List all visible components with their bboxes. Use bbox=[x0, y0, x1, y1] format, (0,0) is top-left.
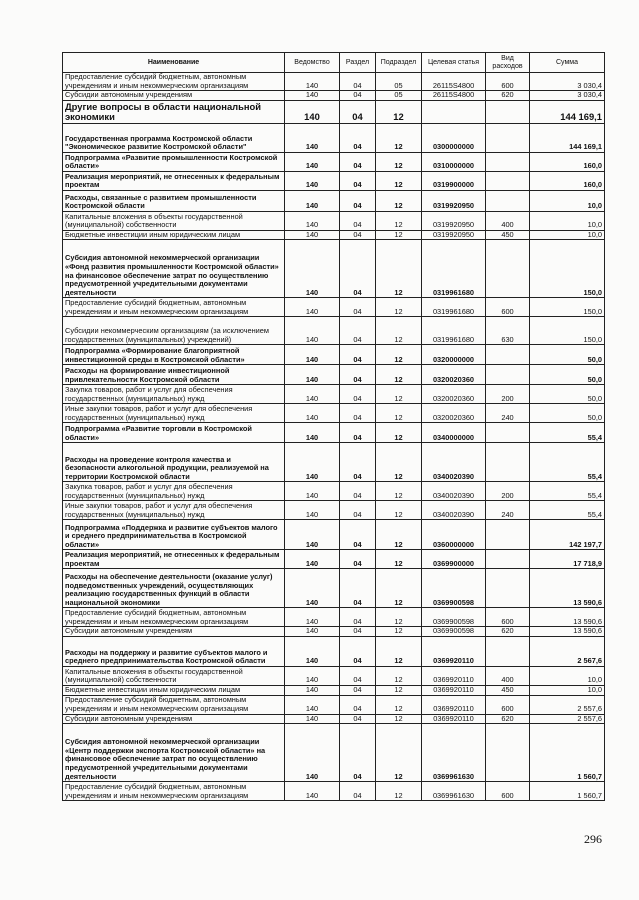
cell-razdel: 04 bbox=[340, 443, 376, 482]
cell-name: Государственная программа Костромской области "Экономическое развитие Костромской области" bbox=[63, 123, 285, 152]
table-row bbox=[63, 123, 605, 152]
cell-vid: 600 bbox=[486, 298, 530, 317]
cell-cst: 0319920950 bbox=[422, 230, 486, 240]
cell-cst: 0319920950 bbox=[422, 190, 486, 211]
cell-podrazdel: 12 bbox=[376, 240, 422, 298]
cell-summa: 10,0 bbox=[530, 666, 605, 685]
cell-summa: 150,0 bbox=[530, 317, 605, 345]
cell-cst: 0369920110 bbox=[422, 685, 486, 695]
cell-razdel: 04 bbox=[340, 666, 376, 685]
cell-summa: 2 557,6 bbox=[530, 714, 605, 724]
cell-razdel: 04 bbox=[340, 240, 376, 298]
cell-cst: 0320020360 bbox=[422, 404, 486, 423]
cell-cst: 0319900000 bbox=[422, 171, 486, 190]
table-row bbox=[63, 501, 605, 520]
cell-vid: 600 bbox=[486, 608, 530, 627]
cell-vedomstvo: 140 bbox=[285, 636, 340, 666]
cell-podrazdel: 12 bbox=[376, 423, 422, 443]
cell-vid: 600 bbox=[486, 695, 530, 714]
cell-cst: 0369961630 bbox=[422, 782, 486, 801]
cell-vedomstvo: 140 bbox=[285, 171, 340, 190]
cell-summa: 142 197,7 bbox=[530, 520, 605, 550]
cell-razdel: 04 bbox=[340, 482, 376, 501]
cell-cst: 0340020390 bbox=[422, 482, 486, 501]
cell-vid bbox=[486, 443, 530, 482]
cell-vedomstvo: 140 bbox=[285, 520, 340, 550]
cell-vid bbox=[486, 190, 530, 211]
cell-name: Подпрограмма «Формирование благоприятной инвестиционной среды в Костромской области» bbox=[63, 345, 285, 365]
cell-podrazdel: 12 bbox=[376, 782, 422, 801]
cell-podrazdel: 12 bbox=[376, 443, 422, 482]
cell-vedomstvo: 140 bbox=[285, 724, 340, 782]
table-row bbox=[63, 190, 605, 211]
cell-summa: 55,4 bbox=[530, 501, 605, 520]
cell-vid bbox=[486, 240, 530, 298]
table-row bbox=[63, 666, 605, 685]
cell-vid: 200 bbox=[486, 482, 530, 501]
cell-summa: 1 560,7 bbox=[530, 782, 605, 801]
cell-podrazdel: 05 bbox=[376, 73, 422, 91]
cell-cst: 0369961630 bbox=[422, 724, 486, 782]
cell-razdel: 04 bbox=[340, 190, 376, 211]
table-row bbox=[63, 685, 605, 695]
cell-name: Подпрограмма «Поддержка и развитие субъектов малого и среднего предпринимательства в Костромской области» bbox=[63, 520, 285, 550]
cell-summa: 3 030,4 bbox=[530, 91, 605, 101]
cell-vid bbox=[486, 520, 530, 550]
cell-name: Иные закупки товаров, работ и услуг для обеспечения государственных (муниципальных) нужд bbox=[63, 404, 285, 423]
cell-summa: 50,0 bbox=[530, 365, 605, 385]
cell-razdel: 04 bbox=[340, 230, 376, 240]
cell-vedomstvo: 140 bbox=[285, 482, 340, 501]
cell-razdel: 04 bbox=[340, 520, 376, 550]
cell-summa: 10,0 bbox=[530, 685, 605, 695]
cell-summa: 160,0 bbox=[530, 171, 605, 190]
cell-cst: 0369920110 bbox=[422, 695, 486, 714]
cell-razdel: 04 bbox=[340, 123, 376, 152]
table-row bbox=[63, 345, 605, 365]
table-row bbox=[63, 714, 605, 724]
cell-vid bbox=[486, 724, 530, 782]
cell-vedomstvo: 140 bbox=[285, 211, 340, 230]
cell-cst: 0319920950 bbox=[422, 211, 486, 230]
cell-vedomstvo: 140 bbox=[285, 230, 340, 240]
cell-summa: 55,4 bbox=[530, 482, 605, 501]
table-row bbox=[63, 423, 605, 443]
cell-name: Предоставление субсидий бюджетным, автономным учреждениям и иным некоммерческим организациям bbox=[63, 73, 285, 91]
cell-name: Субсидия автономной некоммерческой организации «Фонд развития промышленности Костромской области» на финансовое обеспечение затрат по осуществлению предусмотренной учредительными документами деятельности bbox=[63, 240, 285, 298]
table-row bbox=[63, 608, 605, 627]
budget-table bbox=[62, 52, 605, 801]
table-row bbox=[63, 152, 605, 171]
cell-summa: 50,0 bbox=[530, 385, 605, 404]
cell-name: Расходы, связанные с развитием промышленности Костромской области bbox=[63, 190, 285, 211]
cell-cst: 0369920110 bbox=[422, 666, 486, 685]
cell-cst: 0340020390 bbox=[422, 443, 486, 482]
cell-summa: 50,0 bbox=[530, 345, 605, 365]
cell-cst: 0369920110 bbox=[422, 714, 486, 724]
table-row bbox=[63, 695, 605, 714]
cell-vedomstvo: 140 bbox=[285, 714, 340, 724]
table-row bbox=[63, 91, 605, 101]
cell-razdel: 04 bbox=[340, 345, 376, 365]
cell-summa: 2 567,6 bbox=[530, 636, 605, 666]
cell-name: Расходы на проведение контроля качества и безопасности алкогольной продукции, реализуемой на территории Костромской области bbox=[63, 443, 285, 482]
cell-vedomstvo: 140 bbox=[285, 423, 340, 443]
cell-summa: 50,0 bbox=[530, 404, 605, 423]
cell-summa: 10,0 bbox=[530, 211, 605, 230]
cell-vedomstvo: 140 bbox=[285, 550, 340, 569]
cell-podrazdel: 12 bbox=[376, 345, 422, 365]
cell-cst: 0319961680 bbox=[422, 298, 486, 317]
cell-vid: 600 bbox=[486, 73, 530, 91]
cell-name: Предоставление субсидий бюджетным, автономным учреждениям и иным некоммерческим организациям bbox=[63, 608, 285, 627]
cell-name: Реализация мероприятий, не отнесенных к федеральным проектам bbox=[63, 550, 285, 569]
cell-name: Субсидии автономным учреждениям bbox=[63, 714, 285, 724]
cell-cst: 26115S4800 bbox=[422, 73, 486, 91]
cell-razdel: 04 bbox=[340, 685, 376, 695]
cell-vedomstvo: 140 bbox=[285, 695, 340, 714]
cell-vedomstvo: 140 bbox=[285, 190, 340, 211]
cell-cst: 0300000000 bbox=[422, 123, 486, 152]
header-summa: Сумма bbox=[530, 53, 605, 73]
table-row bbox=[63, 550, 605, 569]
cell-cst: 0340020390 bbox=[422, 501, 486, 520]
cell-podrazdel: 12 bbox=[376, 520, 422, 550]
cell-name: Капитальные вложения в объекты государственной (муниципальной) собственности bbox=[63, 211, 285, 230]
cell-vid bbox=[486, 423, 530, 443]
cell-summa: 10,0 bbox=[530, 190, 605, 211]
cell-summa: 13 590,6 bbox=[530, 569, 605, 608]
table-row bbox=[63, 636, 605, 666]
cell-podrazdel: 12 bbox=[376, 171, 422, 190]
cell-vid: 450 bbox=[486, 685, 530, 695]
cell-summa: 13 590,6 bbox=[530, 627, 605, 637]
cell-podrazdel: 12 bbox=[376, 569, 422, 608]
cell-name: Другие вопросы в области национальной экономики bbox=[63, 100, 285, 123]
cell-name: Подпрограмма «Развитие торговли в Костромской области» bbox=[63, 423, 285, 443]
cell-podrazdel: 12 bbox=[376, 724, 422, 782]
cell-vedomstvo: 140 bbox=[285, 100, 340, 123]
table-row bbox=[63, 404, 605, 423]
cell-summa: 13 590,6 bbox=[530, 608, 605, 627]
cell-vid: 240 bbox=[486, 501, 530, 520]
header-name: Наименование bbox=[63, 53, 285, 73]
cell-name: Подпрограмма «Развитие промышленности Костромской области» bbox=[63, 152, 285, 171]
cell-razdel: 04 bbox=[340, 365, 376, 385]
cell-podrazdel: 12 bbox=[376, 482, 422, 501]
table-row bbox=[63, 365, 605, 385]
cell-vid bbox=[486, 569, 530, 608]
header-podrazdel: Подраздел bbox=[376, 53, 422, 73]
cell-razdel: 04 bbox=[340, 211, 376, 230]
cell-summa: 144 169,1 bbox=[530, 100, 605, 123]
table-row bbox=[63, 482, 605, 501]
cell-vid: 450 bbox=[486, 230, 530, 240]
cell-razdel: 04 bbox=[340, 636, 376, 666]
cell-cst: 0320020360 bbox=[422, 365, 486, 385]
cell-vedomstvo: 140 bbox=[285, 240, 340, 298]
cell-podrazdel: 12 bbox=[376, 608, 422, 627]
cell-podrazdel: 12 bbox=[376, 190, 422, 211]
cell-vedomstvo: 140 bbox=[285, 123, 340, 152]
cell-name: Иные закупки товаров, работ и услуг для обеспечения государственных (муниципальных) нужд bbox=[63, 501, 285, 520]
cell-vid: 400 bbox=[486, 211, 530, 230]
cell-summa: 150,0 bbox=[530, 298, 605, 317]
header-vedomstvo: Ведомство bbox=[285, 53, 340, 73]
cell-name: Расходы на формирование инвестиционной привлекательности Костромской области bbox=[63, 365, 285, 385]
cell-summa: 150,0 bbox=[530, 240, 605, 298]
cell-vedomstvo: 140 bbox=[285, 608, 340, 627]
cell-razdel: 04 bbox=[340, 501, 376, 520]
cell-name: Расходы на обеспечение деятельности (оказание услуг) подведомственных учреждений, осуществляющих реализацию государственных функций в области национальной экономики bbox=[63, 569, 285, 608]
cell-cst: 0360000000 bbox=[422, 520, 486, 550]
cell-cst: 0320000000 bbox=[422, 345, 486, 365]
cell-podrazdel: 12 bbox=[376, 666, 422, 685]
cell-podrazdel: 12 bbox=[376, 404, 422, 423]
cell-razdel: 04 bbox=[340, 298, 376, 317]
cell-vedomstvo: 140 bbox=[285, 152, 340, 171]
table-row bbox=[63, 443, 605, 482]
cell-name: Субсидии автономным учреждениям bbox=[63, 91, 285, 101]
cell-razdel: 04 bbox=[340, 714, 376, 724]
cell-podrazdel: 12 bbox=[376, 685, 422, 695]
cell-razdel: 04 bbox=[340, 317, 376, 345]
cell-name: Субсидии автономным учреждениям bbox=[63, 627, 285, 637]
cell-vedomstvo: 140 bbox=[285, 501, 340, 520]
cell-name: Бюджетные инвестиции иным юридическим лицам bbox=[63, 230, 285, 240]
cell-vedomstvo: 140 bbox=[285, 365, 340, 385]
table-row bbox=[63, 230, 605, 240]
table-row bbox=[63, 385, 605, 404]
cell-cst: 0369900598 bbox=[422, 608, 486, 627]
cell-name: Бюджетные инвестиции иным юридическим лицам bbox=[63, 685, 285, 695]
cell-razdel: 04 bbox=[340, 404, 376, 423]
cell-cst: 0310000000 bbox=[422, 152, 486, 171]
cell-podrazdel: 12 bbox=[376, 627, 422, 637]
cell-razdel: 04 bbox=[340, 423, 376, 443]
cell-razdel: 04 bbox=[340, 73, 376, 91]
cell-summa: 55,4 bbox=[530, 443, 605, 482]
cell-vedomstvo: 140 bbox=[285, 404, 340, 423]
cell-razdel: 04 bbox=[340, 695, 376, 714]
cell-cst bbox=[422, 100, 486, 123]
table-row bbox=[63, 724, 605, 782]
cell-podrazdel: 12 bbox=[376, 211, 422, 230]
cell-summa: 55,4 bbox=[530, 423, 605, 443]
cell-vid: 620 bbox=[486, 627, 530, 637]
cell-vedomstvo: 140 bbox=[285, 345, 340, 365]
cell-cst: 26115S4800 bbox=[422, 91, 486, 101]
cell-name: Предоставление субсидий бюджетным, автономным учреждениям и иным некоммерческим организациям bbox=[63, 298, 285, 317]
cell-razdel: 04 bbox=[340, 550, 376, 569]
cell-vid bbox=[486, 550, 530, 569]
cell-podrazdel: 12 bbox=[376, 714, 422, 724]
page-number: 296 bbox=[584, 832, 602, 846]
cell-summa: 3 030,4 bbox=[530, 73, 605, 91]
cell-cst: 0319961680 bbox=[422, 240, 486, 298]
cell-podrazdel: 12 bbox=[376, 365, 422, 385]
cell-vedomstvo: 140 bbox=[285, 782, 340, 801]
cell-vedomstvo: 140 bbox=[285, 443, 340, 482]
cell-vid bbox=[486, 636, 530, 666]
cell-vedomstvo: 140 bbox=[285, 91, 340, 101]
cell-name: Субсидия автономной некоммерческой организации «Центр поддержки экспорта Костромской области» на финансовое обеспечение затрат по осуществлению предусмотренной учредительными документами деятельности bbox=[63, 724, 285, 782]
cell-vedomstvo: 140 bbox=[285, 385, 340, 404]
cell-vid: 630 bbox=[486, 317, 530, 345]
table-row bbox=[63, 317, 605, 345]
cell-summa: 144 169,1 bbox=[530, 123, 605, 152]
cell-vid bbox=[486, 171, 530, 190]
cell-vid: 620 bbox=[486, 714, 530, 724]
cell-vid: 400 bbox=[486, 666, 530, 685]
table-row bbox=[63, 100, 605, 123]
cell-vid bbox=[486, 345, 530, 365]
cell-podrazdel: 12 bbox=[376, 501, 422, 520]
cell-vid: 240 bbox=[486, 404, 530, 423]
cell-podrazdel: 12 bbox=[376, 550, 422, 569]
cell-vid: 600 bbox=[486, 782, 530, 801]
table-row bbox=[63, 171, 605, 190]
table-row bbox=[63, 569, 605, 608]
cell-razdel: 04 bbox=[340, 385, 376, 404]
cell-razdel: 04 bbox=[340, 608, 376, 627]
header-vid: Вид расходов bbox=[486, 53, 530, 73]
cell-vedomstvo: 140 bbox=[285, 73, 340, 91]
cell-razdel: 04 bbox=[340, 100, 376, 123]
table-row bbox=[63, 627, 605, 637]
cell-podrazdel: 12 bbox=[376, 100, 422, 123]
cell-vid: 200 bbox=[486, 385, 530, 404]
cell-podrazdel: 12 bbox=[376, 636, 422, 666]
cell-podrazdel: 12 bbox=[376, 385, 422, 404]
cell-razdel: 04 bbox=[340, 171, 376, 190]
cell-name: Субсидии некоммерческим организациям (за исключением государственных (муниципальных) учреждений) bbox=[63, 317, 285, 345]
cell-razdel: 04 bbox=[340, 627, 376, 637]
table-row bbox=[63, 211, 605, 230]
cell-cst: 0320020360 bbox=[422, 385, 486, 404]
cell-vedomstvo: 140 bbox=[285, 685, 340, 695]
cell-summa: 1 560,7 bbox=[530, 724, 605, 782]
table-row bbox=[63, 782, 605, 801]
table-row bbox=[63, 520, 605, 550]
cell-name: Предоставление субсидий бюджетным, автономным учреждениям и иным некоммерческим организациям bbox=[63, 695, 285, 714]
cell-name: Капитальные вложения в объекты государственной (муниципальной) собственности bbox=[63, 666, 285, 685]
table-row bbox=[63, 73, 605, 91]
cell-vid bbox=[486, 152, 530, 171]
cell-name: Предоставление субсидий бюджетным, автономным учреждениям и иным некоммерческим организациям bbox=[63, 782, 285, 801]
cell-podrazdel: 12 bbox=[376, 230, 422, 240]
cell-name: Расходы на поддержку и развитие субъектов малого и среднего предпринимательства Костромской области bbox=[63, 636, 285, 666]
cell-razdel: 04 bbox=[340, 91, 376, 101]
cell-summa: 2 557,6 bbox=[530, 695, 605, 714]
cell-cst: 0369900598 bbox=[422, 627, 486, 637]
cell-cst: 0369900000 bbox=[422, 550, 486, 569]
cell-summa: 10,0 bbox=[530, 230, 605, 240]
cell-summa: 160,0 bbox=[530, 152, 605, 171]
cell-podrazdel: 12 bbox=[376, 123, 422, 152]
cell-razdel: 04 bbox=[340, 569, 376, 608]
cell-vedomstvo: 140 bbox=[285, 317, 340, 345]
cell-vedomstvo: 140 bbox=[285, 666, 340, 685]
cell-vedomstvo: 140 bbox=[285, 627, 340, 637]
cell-podrazdel: 12 bbox=[376, 152, 422, 171]
cell-razdel: 04 bbox=[340, 152, 376, 171]
cell-vid bbox=[486, 100, 530, 123]
cell-podrazdel: 12 bbox=[376, 695, 422, 714]
cell-vedomstvo: 140 bbox=[285, 298, 340, 317]
cell-podrazdel: 12 bbox=[376, 317, 422, 345]
cell-vid: 620 bbox=[486, 91, 530, 101]
cell-vid bbox=[486, 365, 530, 385]
table-body bbox=[63, 73, 605, 801]
cell-name: Реализация мероприятий, не отнесенных к федеральным проектам bbox=[63, 171, 285, 190]
table-row bbox=[63, 240, 605, 298]
cell-podrazdel: 05 bbox=[376, 91, 422, 101]
cell-vid bbox=[486, 123, 530, 152]
cell-name: Закупка товаров, работ и услуг для обеспечения государственных (муниципальных) нужд bbox=[63, 385, 285, 404]
cell-podrazdel: 12 bbox=[376, 298, 422, 317]
cell-summa: 17 718,9 bbox=[530, 550, 605, 569]
cell-name: Закупка товаров, работ и услуг для обеспечения государственных (муниципальных) нужд bbox=[63, 482, 285, 501]
cell-vedomstvo: 140 bbox=[285, 569, 340, 608]
table-header-row bbox=[63, 53, 605, 73]
cell-cst: 0319961680 bbox=[422, 317, 486, 345]
table-row bbox=[63, 298, 605, 317]
cell-cst: 0340000000 bbox=[422, 423, 486, 443]
cell-cst: 0369920110 bbox=[422, 636, 486, 666]
header-razdel: Раздел bbox=[340, 53, 376, 73]
cell-cst: 0369900598 bbox=[422, 569, 486, 608]
cell-razdel: 04 bbox=[340, 724, 376, 782]
header-cst: Целевая статья bbox=[422, 53, 486, 73]
cell-razdel: 04 bbox=[340, 782, 376, 801]
